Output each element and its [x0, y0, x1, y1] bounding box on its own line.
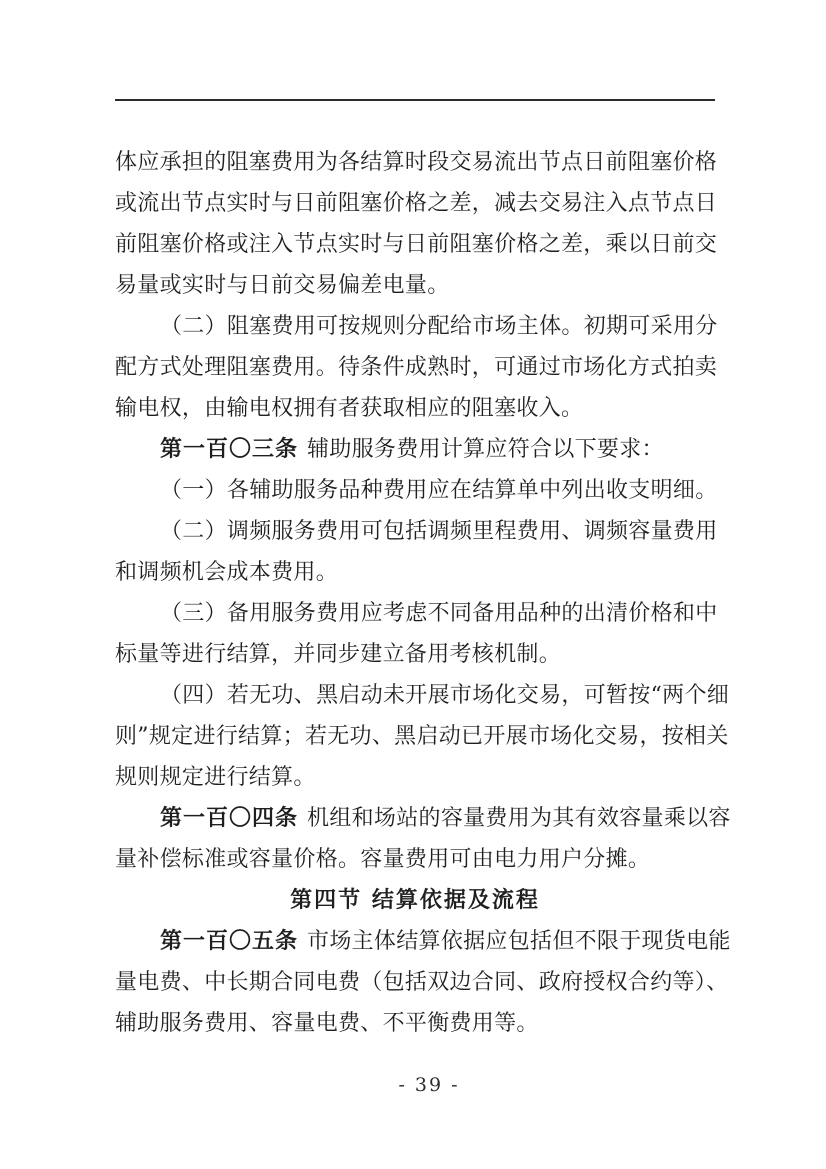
text-line: [115, 798, 731, 839]
text-line: 和调频机会成本费用。: [115, 560, 339, 585]
article-number: 第一百〇五条: [160, 929, 299, 954]
text-line: 量补偿标准或容量价格。容量费用可由电力用户分摊。: [115, 847, 651, 872]
text-line: 或流出节点实时与日前阻塞价格之差，减去交易注入点节点日: [115, 191, 718, 216]
text-line: 配方式处理阻塞费用。待条件成熟时，可通过市场化方式拍卖: [115, 355, 718, 380]
text-line: 量电费、中长期合同电费（包括双边合同、政府授权合约等）、: [115, 970, 729, 995]
article-text: 市场主体结算依据应包括但不限于现货电能: [307, 929, 731, 954]
article-text: 机组和场站的容量费用为其有效容量乘以容: [307, 806, 731, 831]
text-line: [115, 429, 715, 470]
text-line: 易量或实时与日前交易偏差电量。: [115, 273, 450, 298]
text-line: 规则规定进行结算。: [115, 765, 316, 790]
header-rule: [115, 99, 715, 101]
article-number: 第一百〇三条: [160, 437, 299, 462]
text-line: （二）阻塞费用可按规则分配给市场主体。初期可采用分: [160, 314, 718, 339]
text-line: 输电权，由输电权拥有者获取相应的阻塞收入。: [115, 396, 584, 421]
text-line: 体应承担的阻塞费用为各结算时段交易流出节点日前阻塞价格: [115, 150, 718, 175]
article-number: 第一百〇四条: [160, 806, 299, 831]
text-line: 辅助服务费用、容量电费、不平衡费用等。: [115, 1011, 539, 1036]
text-line: （二）调频服务费用可包括调频里程费用、调频容量费用: [160, 519, 718, 544]
text-line: 前阻塞价格或注入节点实时与日前阻塞价格之差，乘以日前交: [115, 232, 718, 257]
text-line: 标量等进行结算，并同步建立备用考核机制。: [115, 642, 562, 667]
page-number: - 39 -: [398, 1074, 460, 1096]
article-text: 辅助服务费用计算应符合以下要求：: [307, 437, 664, 462]
text-line: （三）备用服务费用应考虑不同备用品种的出清价格和中: [160, 601, 718, 626]
text-line: （一）各辅助服务品种费用应在结算单中列出收支明细。: [160, 478, 718, 503]
text-line: [115, 921, 731, 962]
section-heading: 第四节 结算依据及流程: [290, 887, 540, 913]
text-line: （四）若无功、黑启动未开展市场化交易，可暂按“两个细: [160, 683, 730, 708]
text-line: 则”规定进行结算；若无功、黑启动已开展市场化交易，按相关: [115, 724, 729, 749]
text-block: [115, 142, 731, 1044]
